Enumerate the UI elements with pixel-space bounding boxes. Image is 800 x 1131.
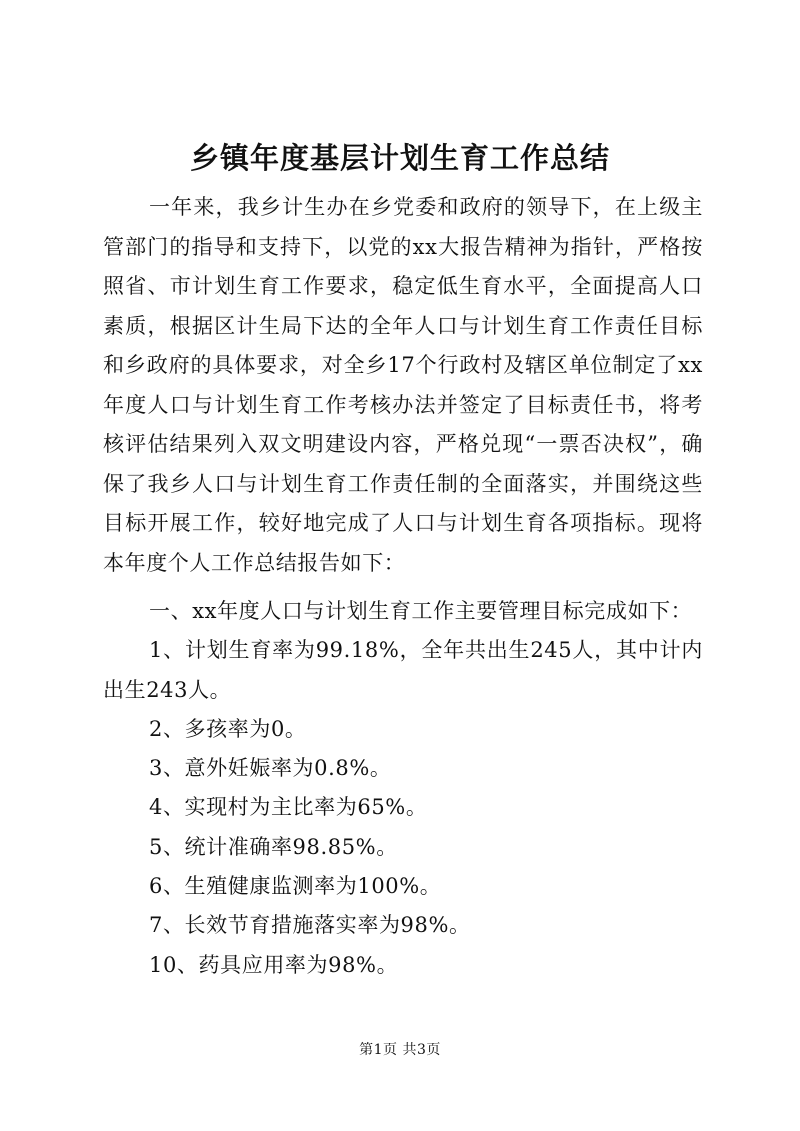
list-item: 6、生殖健康监测率为100%。 — [149, 874, 442, 898]
section-heading: 一、xx年度人口与计划生育工作主要管理目标完成如下： — [149, 599, 693, 623]
list-item: 2、多孩率为0。 — [149, 717, 307, 741]
list-item: 1、计划生育率为99.18%，全年共出生245人，其中计内出生243人。 — [103, 638, 703, 702]
list-item: 7、长效节育措施落实率为98%。 — [149, 913, 471, 937]
intro-paragraph: 一年来，我乡计生办在乡党委和政府的领导下，在上级主管部门的指导和支持下，以党的xx大报告精神为指针，严格按照省、市计划生育工作要求，稳定低生育水平，全面提高人口素质，根据区计生局下达的全年人口与计划生育工作责任目标和乡政府的具体要求，对全乡17个行政村及辖区单位制定了xx年度人口与计划生育工作考核办法并签定了目标责任书，将考核评估结果列入双文明建设内容，严格兑现“一票否决权”，确保了我乡人口与计划生育工作责任制的全面落实，并围绕这些目标开展工作，较好地完成了人口与计划生育各项指标。现将本年度个人工作总结报告如下： — [103, 195, 703, 575]
list-item: 10、药具应用率为98%。 — [149, 953, 399, 977]
document-title: 乡镇年度基层计划生育工作总结 — [189, 141, 610, 175]
list-item: 4、实现村为主比率为65%。 — [149, 795, 428, 819]
page-indicator: 第1页 共3页 — [359, 1042, 441, 1058]
list-item: 3、意外妊娠率为0.8%。 — [149, 756, 392, 780]
list-item: 5、统计准确率98.85%。 — [149, 835, 398, 859]
